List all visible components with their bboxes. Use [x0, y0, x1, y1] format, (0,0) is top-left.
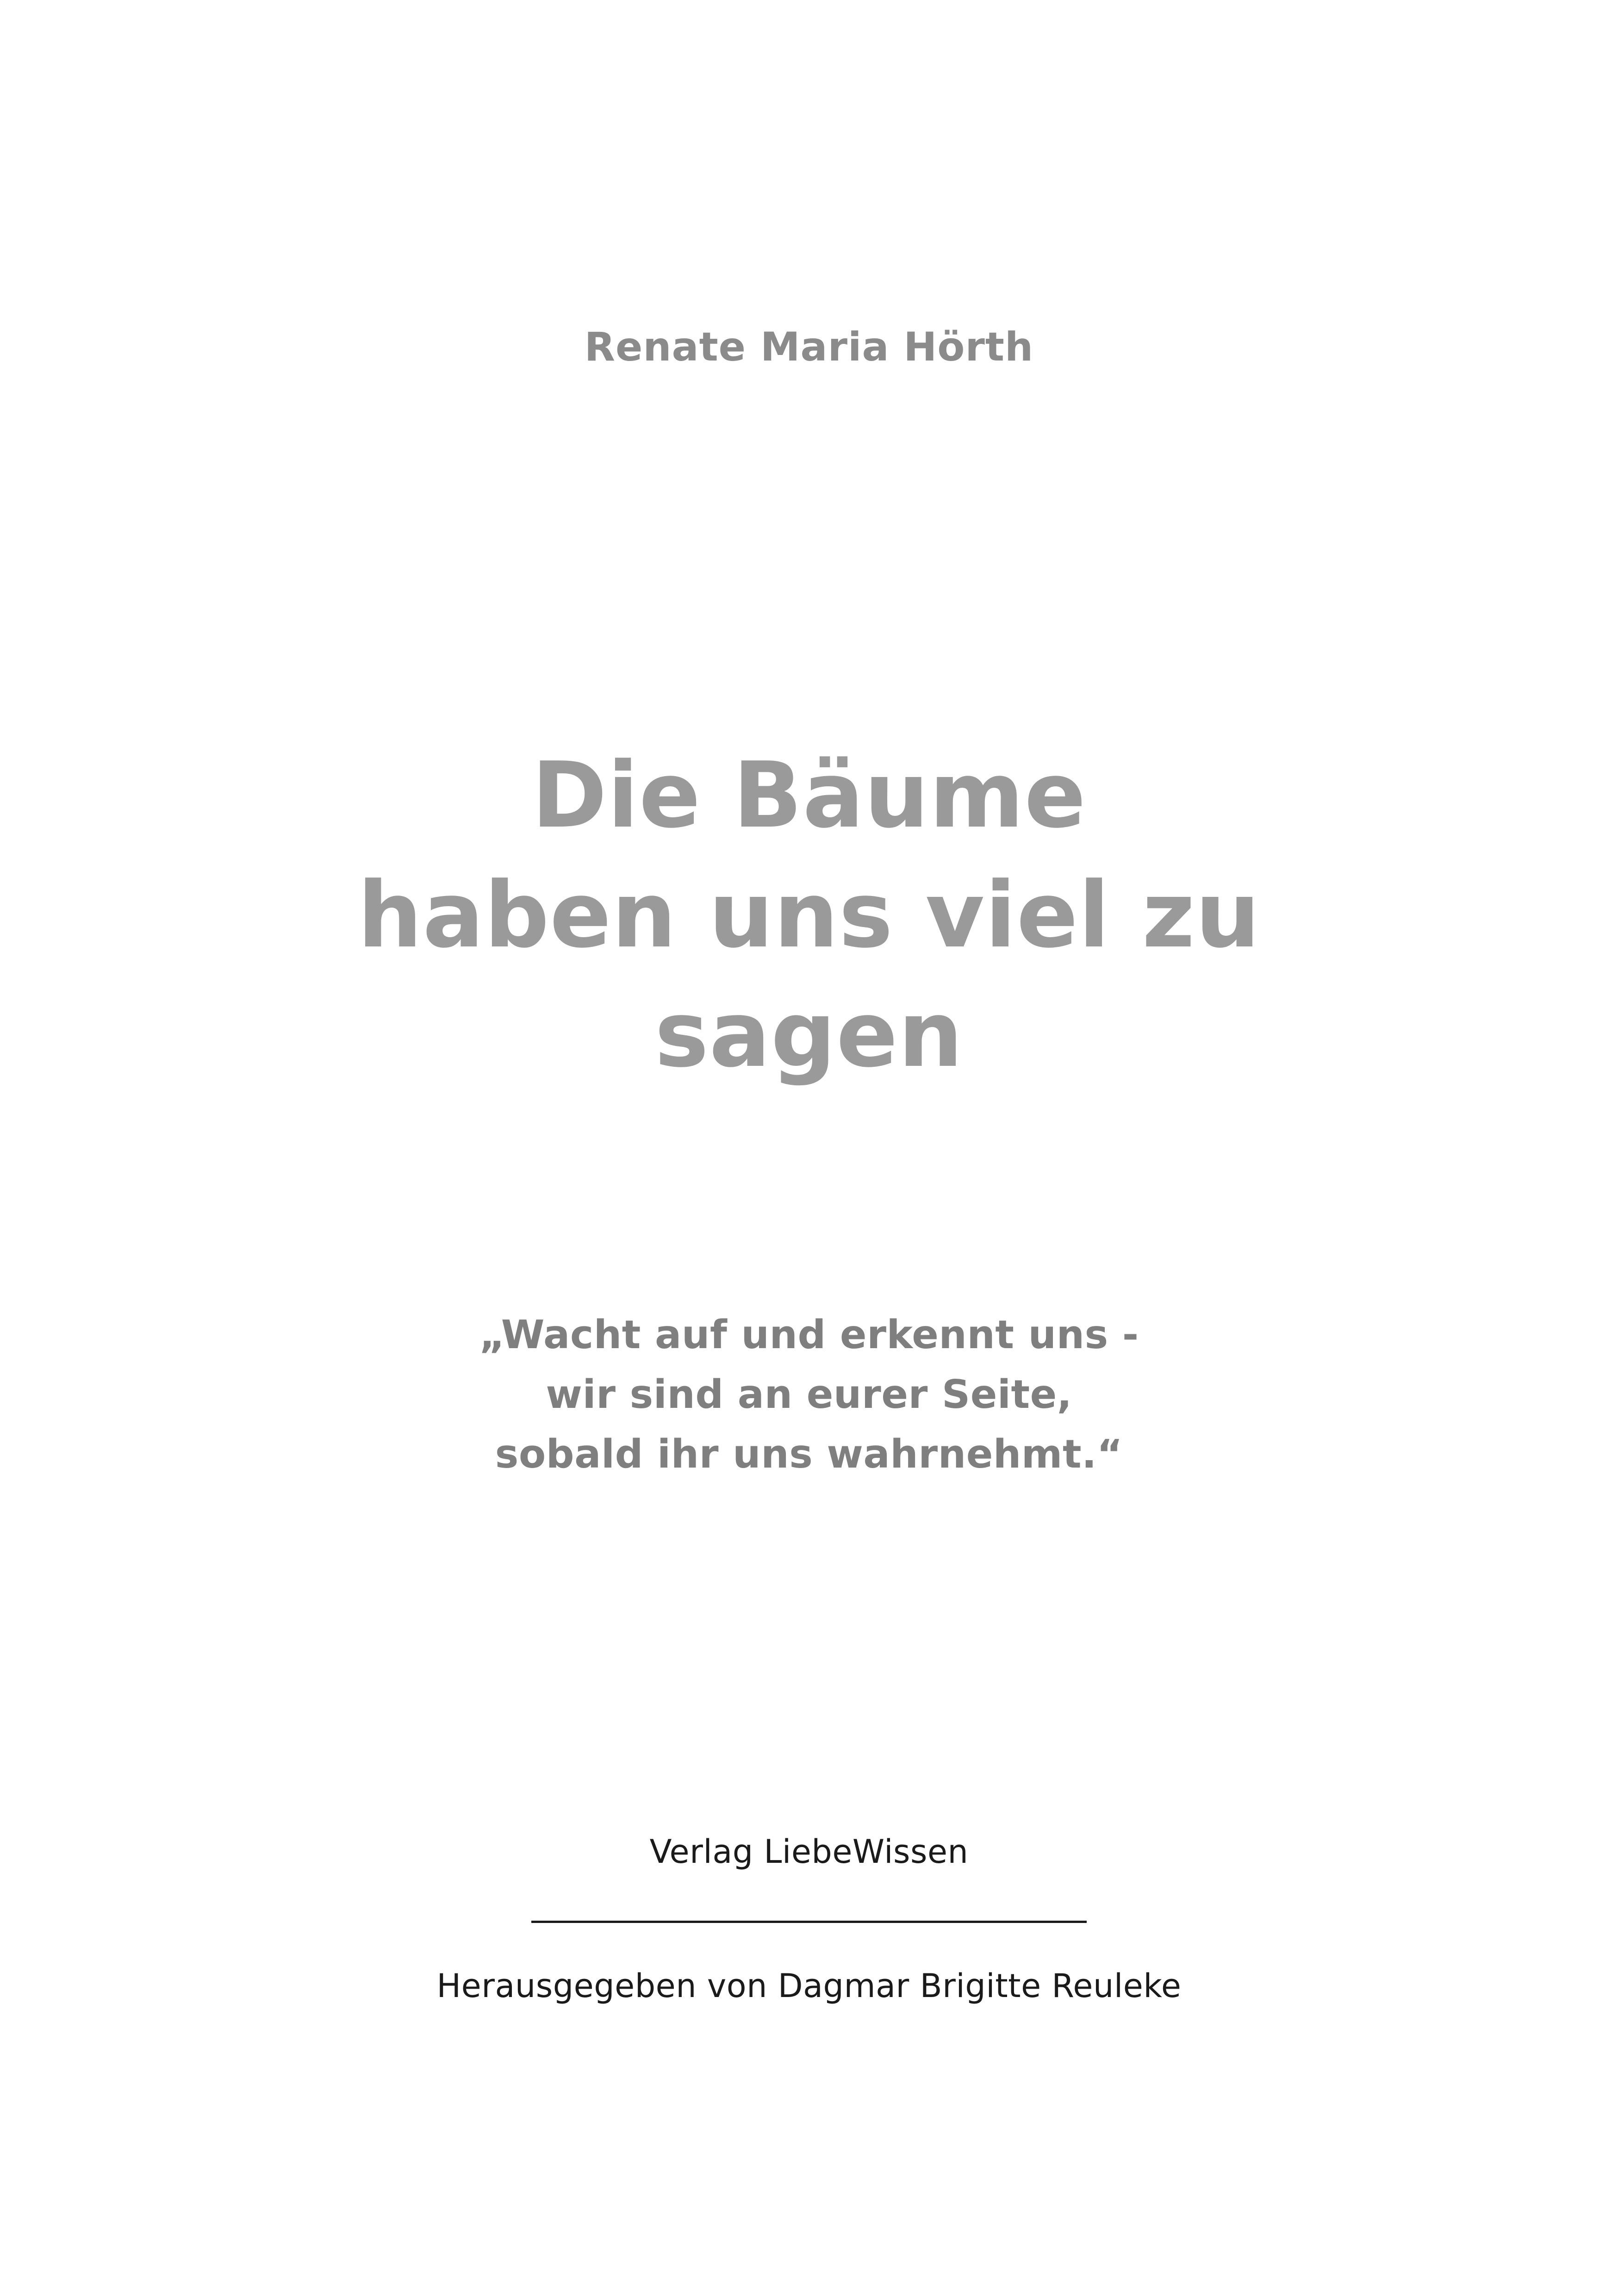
- divider-rule: [531, 1921, 1087, 1923]
- book-title-line-3: sagen: [654, 982, 964, 1088]
- epigraph-line-2: wir sind an eurer Seite,: [546, 1372, 1072, 1418]
- author-name: Renate Maria Hörth: [584, 324, 1034, 370]
- book-title: [0, 736, 1618, 1095]
- epigraph-quote: [0, 1305, 1618, 1485]
- epigraph-line-3: sobald ihr uns wahrnehmt.“: [495, 1431, 1123, 1478]
- book-title-line-2: haben uns viel zu: [357, 862, 1261, 968]
- editor-credit: Herausgegeben von Dagmar Brigitte Reuleke: [436, 1967, 1182, 2005]
- book-title-line-1: Die Bäume: [531, 743, 1087, 848]
- epigraph-line-1: „Wacht auf und erkennt uns -: [479, 1312, 1139, 1358]
- publisher-name: Verlag LiebeWissen: [649, 1833, 969, 1871]
- divider-rule-wrap: [0, 1921, 1618, 1923]
